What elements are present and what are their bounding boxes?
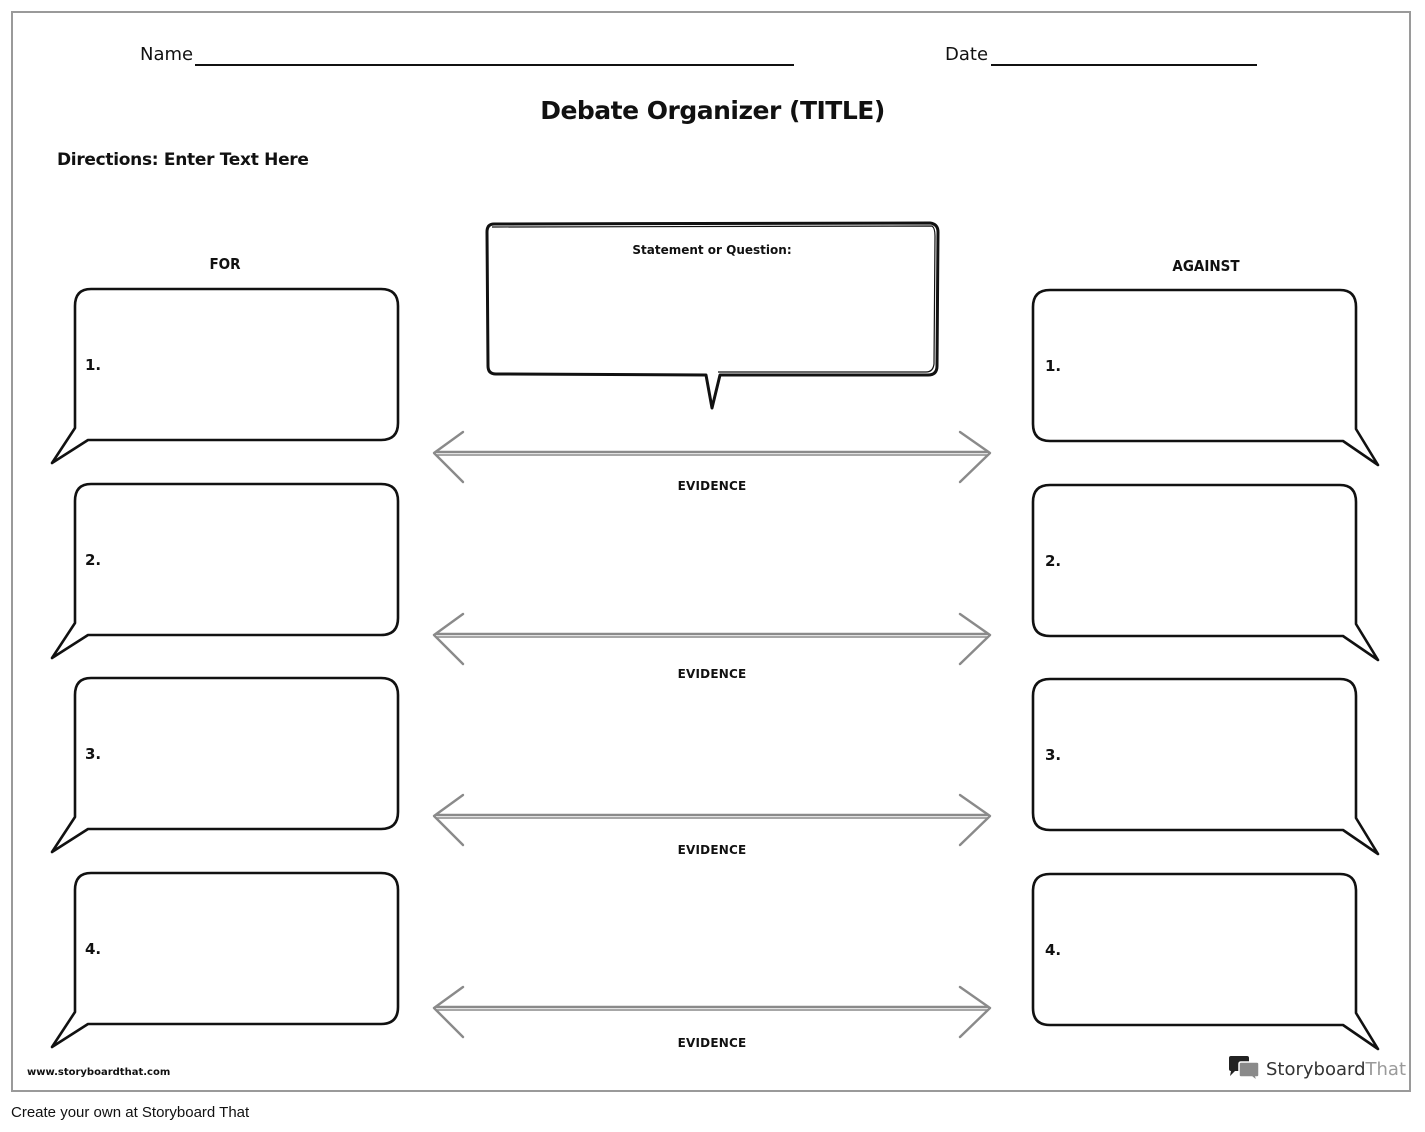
against-item-number: 2. [1045, 552, 1062, 570]
storyboardthat-logo-icon [1228, 1056, 1260, 1082]
website-url: www.storyboardthat.com [27, 1067, 171, 1078]
for-heading: FOR [209, 255, 241, 273]
directions-text: Directions: Enter Text Here [57, 150, 309, 170]
statement-label: Statement or Question: [632, 243, 792, 257]
against-bubbles [1033, 290, 1378, 1049]
for-item-number: 4. [85, 940, 102, 958]
brand-name: Storyboard [1266, 1058, 1366, 1080]
against-bubble-3[interactable] [1033, 679, 1378, 854]
double-arrow-icon [434, 432, 990, 482]
against-item-number: 3. [1045, 746, 1062, 764]
against-item-number: 4. [1045, 941, 1062, 959]
for-bubble-4[interactable] [52, 873, 398, 1047]
against-item-number: 1. [1045, 357, 1062, 375]
evidence-label: EVIDENCE [677, 843, 747, 857]
against-bubble-4[interactable] [1033, 874, 1378, 1049]
for-item-number: 2. [85, 551, 102, 569]
for-bubbles [52, 289, 398, 1047]
for-item-number: 3. [85, 745, 102, 763]
for-bubble-3[interactable] [52, 678, 398, 852]
name-label: Name [140, 44, 194, 65]
evidence-label: EVIDENCE [677, 479, 747, 493]
for-bubble-1[interactable] [52, 289, 398, 463]
page-title: Debate Organizer (TITLE) [540, 96, 885, 125]
evidence-label: EVIDENCE [677, 667, 747, 681]
double-arrow-icon [434, 987, 990, 1037]
storyboardthat-brand[interactable] [1228, 1055, 1406, 1083]
for-item-number: 1. [85, 356, 102, 374]
against-heading: AGAINST [1172, 257, 1240, 275]
against-bubble-2[interactable] [1033, 485, 1378, 660]
footer-text[interactable]: Create your own at Storyboard That [11, 1104, 250, 1121]
evidence-label: EVIDENCE [677, 1036, 747, 1050]
date-label: Date [945, 44, 989, 65]
double-arrow-icon [434, 795, 990, 845]
brand-accent: That [1365, 1058, 1407, 1080]
against-bubble-1[interactable] [1033, 290, 1378, 465]
double-arrow-icon [434, 614, 990, 664]
for-bubble-2[interactable] [52, 484, 398, 658]
